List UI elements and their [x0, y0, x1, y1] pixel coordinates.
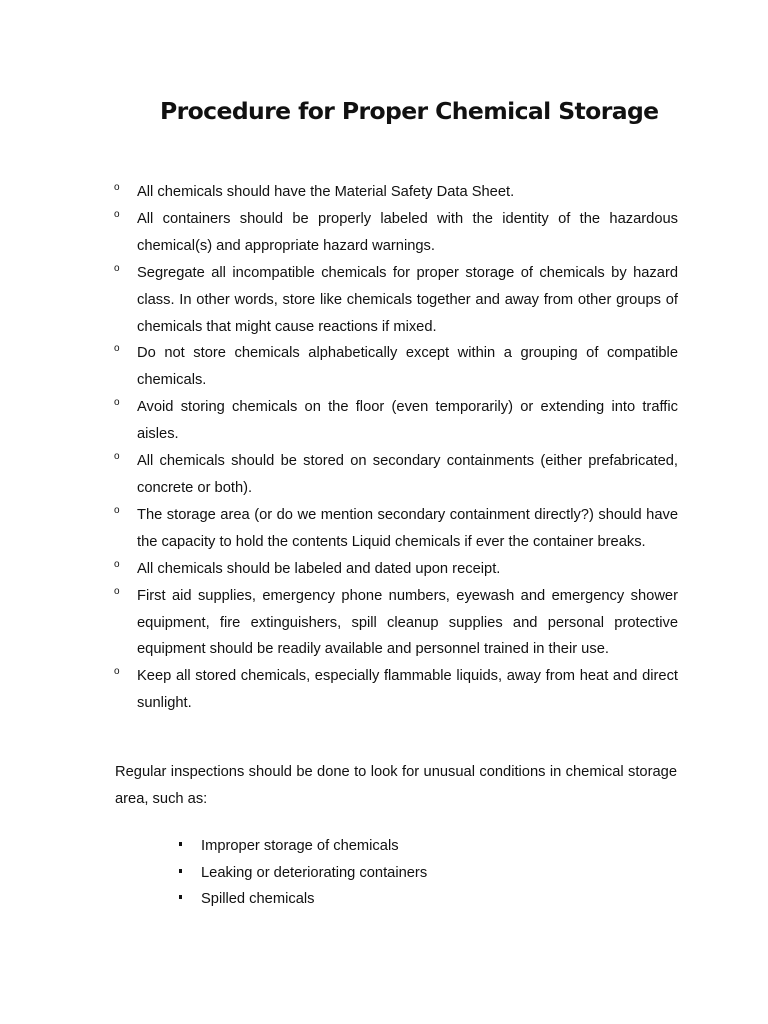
hollow-bullet-icon: o [114, 262, 120, 274]
hollow-bullet-icon: o [114, 504, 120, 516]
hollow-bullet-icon: o [114, 666, 120, 678]
list-item [113, 179, 678, 206]
document-title: Procedure for Proper Chemical Storage [160, 97, 659, 125]
list-item-text: All chemicals should be stored on secondary containments (either prefabricated, concrete or both). [137, 453, 678, 496]
hollow-bullet-icon: o [114, 397, 120, 409]
procedure-list [113, 179, 678, 717]
list-item [113, 206, 678, 260]
list-item-text: Improper storage of chemicals [201, 838, 399, 854]
list-item [176, 886, 427, 913]
hollow-bullet-icon: o [114, 558, 120, 570]
list-item [113, 556, 678, 583]
list-item-text: Segregate all incompatible chemicals for proper storage of chemicals by hazard class. In other words, store like chemicals together and away from other groups of chemicals that might cause reactions if mixed. [137, 264, 678, 335]
list-item [113, 340, 678, 394]
list-item [113, 502, 678, 556]
hollow-bullet-icon: o [114, 585, 120, 597]
hollow-bullet-icon: o [114, 182, 120, 193]
hollow-bullet-icon: o [114, 451, 120, 463]
list-item-text: All containers should be properly labeled with the identity of the hazardous chemical(s) and appropriate hazard warnings. [137, 210, 678, 254]
list-item-text: Spilled chemicals [201, 891, 315, 907]
square-bullet-icon [179, 842, 182, 846]
inspection-list [176, 833, 427, 913]
list-item-text: Keep all stored chemicals, especially flammable liquids, away from heat and direct sunlight. [137, 668, 678, 712]
list-item-text: First aid supplies, emergency phone numbers, eyewash and emergency shower equipment, fire extinguishers, spill cleanup supplies and personal protective equipment should be readily available and personnel trained in their use. [137, 587, 678, 658]
list-item [113, 663, 678, 717]
list-item-text: The storage area (or do we mention secondary containment directly?) should have the capacity to hold the contents Liquid chemicals if ever the container breaks. [137, 506, 678, 550]
list-item [113, 448, 678, 502]
square-bullet-icon [179, 895, 182, 899]
list-item-text: Avoid storing chemicals on the floor (even temporarily) or extending into traffic aisles. [137, 399, 678, 443]
list-item [176, 833, 427, 860]
list-item [113, 583, 678, 664]
list-item-text: All chemicals should be labeled and dated upon receipt. [137, 560, 501, 577]
list-item [176, 860, 427, 887]
list-item-text: Do not store chemicals alphabetically except within a grouping of compatible chemicals. [137, 345, 678, 389]
list-item [113, 260, 678, 341]
hollow-bullet-icon: o [114, 208, 120, 220]
list-item [113, 394, 678, 448]
inspection-intro: Regular inspections should be done to look for unusual conditions in chemical storage area, such as: [115, 764, 677, 807]
square-bullet-icon [179, 869, 182, 873]
hollow-bullet-icon: o [114, 343, 120, 355]
list-item-text: Leaking or deteriorating containers [201, 864, 428, 881]
list-item-text: All chemicals should have the Material Safety Data Sheet. [137, 184, 515, 200]
